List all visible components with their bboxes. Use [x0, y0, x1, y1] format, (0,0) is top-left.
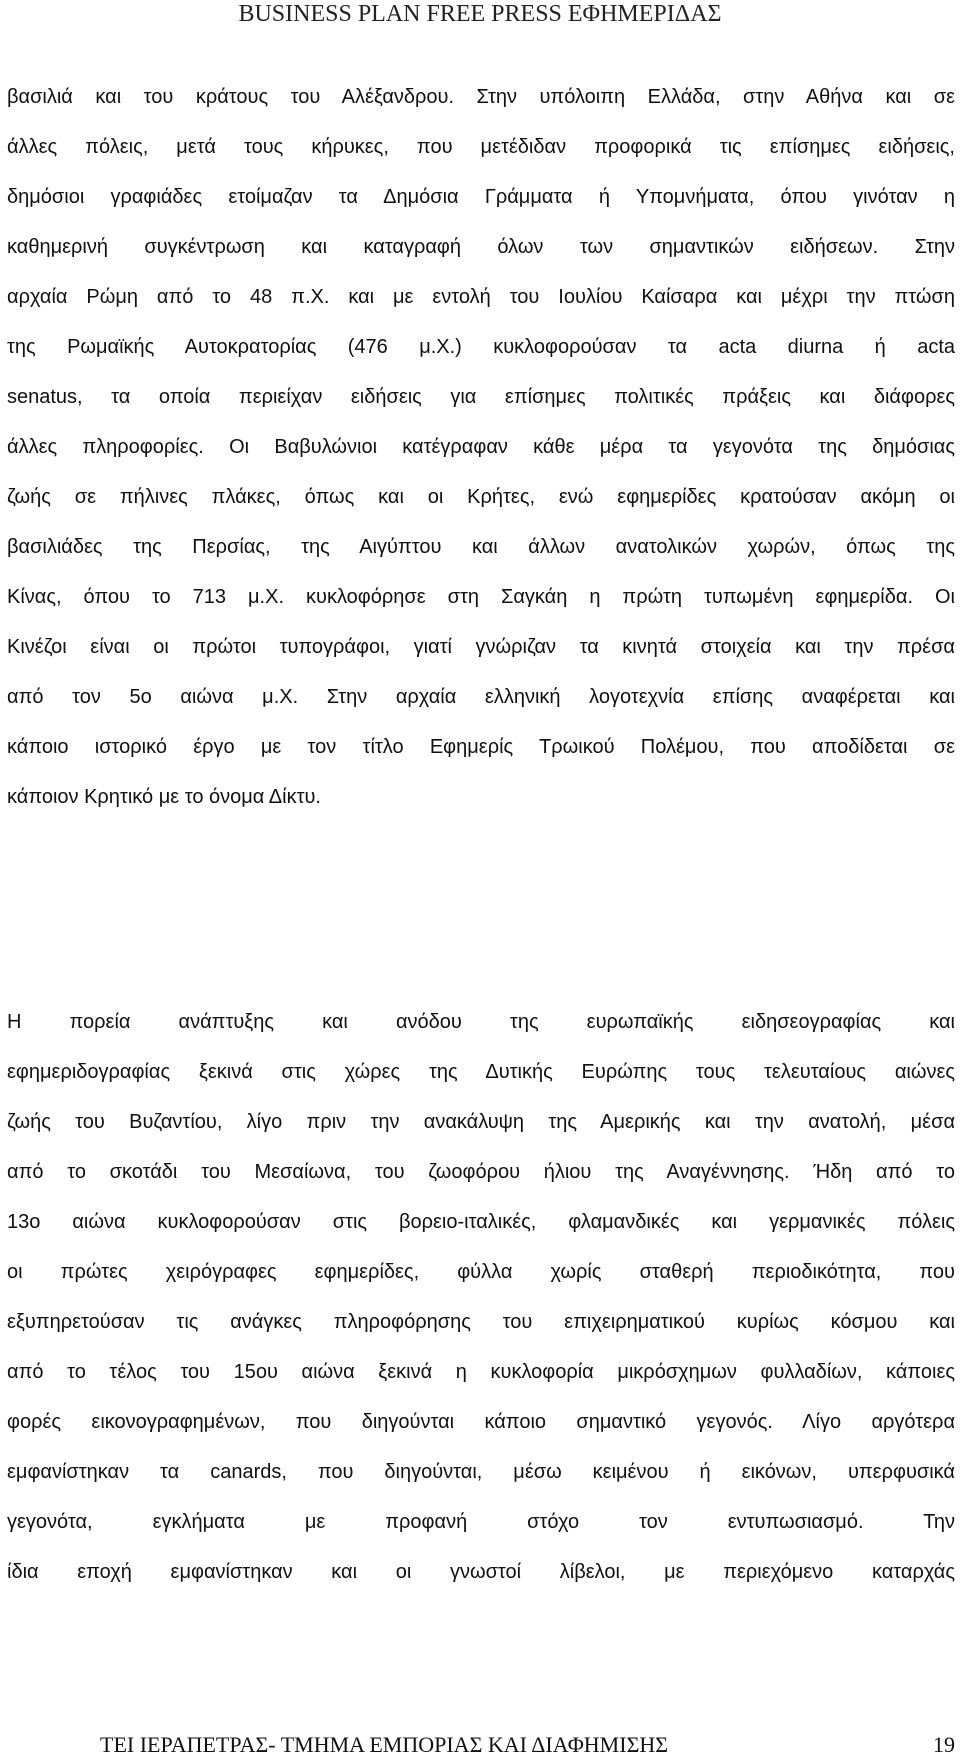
text-line: 13ο αιώνα κυκλοφορούσαν στις βορειο-ιταλικές, φλαμανδικές και γερμανικές πόλεις	[7, 1211, 955, 1233]
text-line: εμφανίστηκαν τα canards, που διηγούνται, μέσω κειμένου ή εικόνων, υπερφυσικά	[7, 1461, 955, 1483]
text-line: εξυπηρετούσαν τις ανάγκες πληροφόρησης του επιχειρηματικού κυρίως κόσμου και	[7, 1311, 955, 1333]
page-footer	[0, 1729, 960, 1761]
page-number: 19	[933, 1732, 955, 1757]
text-line: ζωής σε πήλινες πλάκες, όπως και οι Κρήτες, ενώ εφημερίδες κρατούσαν ακόμη οι	[7, 486, 955, 508]
footer-text: ΤΕΙ ΙΕΡΑΠΕΤΡΑΣ- ΤΜΗΜΑ ΕΜΠΟΡΙΑΣ ΚΑΙ ΔΙΑΦΗΜΙΣΗΣ	[100, 1732, 669, 1757]
text-line: από τον 5ο αιώνα μ.Χ. Στην αρχαία ελληνική λογοτεχνία επίσης αναφέρεται και	[7, 686, 955, 708]
text-line: κάποιο ιστορικό έργο με τον τίτλο Εφημερίς Τρωικού Πολέμου, που αποδίδεται σε	[7, 736, 955, 758]
page-header: BUSINESS PLAN FREE PRESS ΕΦΗΜΕΡΙΔΑΣ	[238, 1, 722, 27]
text-line: Κίνας, όπου το 713 μ.Χ. κυκλοφόρησε στη Σαγκάη η πρώτη τυπωμένη εφημερίδα. Οι	[7, 586, 955, 608]
text-line: από το τέλος του 15ου αιώνα ξεκινά η κυκλοφορία μικρόσχημων φυλλαδίων, κάποιες	[7, 1361, 955, 1383]
text-line: βασιλιά και του κράτους του Αλέξανδρου. Στην υπόλοιπη Ελλάδα, στην Αθήνα και σε	[7, 86, 955, 108]
text-line: ίδια εποχή εμφανίστηκαν και οι γνωστοί λίβελοι, με περιεχόμενο καταρχάς	[7, 1561, 955, 1583]
text-line: Η πορεία ανάπτυξης και ανόδου της ευρωπαϊκής ειδησεογραφίας και	[7, 1011, 955, 1033]
text-line: γεγονότα, εγκλήματα με προφανή στόχο τον εντυπωσιασμό. Την	[7, 1511, 955, 1533]
text-line: άλλες πληροφορίες. Οι Βαβυλώνιοι κατέγραφαν κάθε μέρα τα γεγονότα της δημόσιας	[7, 436, 955, 458]
text-line: κάποιον Κρητικό με το όνομα Δίκτυ.	[7, 786, 321, 808]
paragraph-2	[7, 997, 955, 1597]
text-line: από το σκοτάδι του Μεσαίωνα, του ζωοφόρου ήλιου της Αναγέννησης. Ήδη από το	[7, 1161, 955, 1183]
text-line: φορές εικονογραφημένων, που διηγούνται κάποιο σημαντικό γεγονός. Λίγο αργότερα	[7, 1411, 955, 1433]
paragraph-1	[7, 72, 955, 822]
text-line: ζωής του Βυζαντίου, λίγο πριν την ανακάλυψη της Αμερικής και την ανατολή, μέσα	[7, 1111, 955, 1133]
text-line: της Ρωμαϊκής Αυτοκρατορίας (476 μ.Χ.) κυκλοφορούσαν τα acta diurna ή acta	[7, 336, 955, 358]
text-line: εφημεριδογραφίας ξεκινά στις χώρες της Δυτικής Ευρώπης τους τελευταίους αιώνες	[7, 1061, 955, 1083]
text-line: βασιλιάδες της Περσίας, της Αιγύπτου και άλλων ανατολικών χωρών, όπως της	[7, 536, 955, 558]
text-line: καθημερινή συγκέντρωση και καταγραφή όλων των σημαντικών ειδήσεων. Στην	[7, 236, 955, 258]
text-line: senatus, τα οποία περιείχαν ειδήσεις για επίσημες πολιτικές πράξεις και διάφορες	[7, 386, 955, 408]
text-line: αρχαία Ρώμη από το 48 π.Χ. και με εντολή του Ιουλίου Καίσαρα και μέχρι την πτώση	[7, 286, 955, 308]
text-line: δημόσιοι γραφιάδες ετοίμαζαν τα Δημόσια Γράμματα ή Υπομνήματα, όπου γινόταν η	[7, 186, 955, 208]
text-line: Κινέζοι είναι οι πρώτοι τυπογράφοι, γιατί γνώριζαν τα κινητά στοιχεία και την πρέσα	[7, 636, 955, 658]
text-line: οι πρώτες χειρόγραφες εφημερίδες, φύλλα χωρίς σταθερή περιοδικότητα, που	[7, 1261, 955, 1283]
text-line: άλλες πόλεις, μετά τους κήρυκες, που μετέδιδαν προφορικά τις επίσημες ειδήσεις,	[7, 136, 955, 158]
